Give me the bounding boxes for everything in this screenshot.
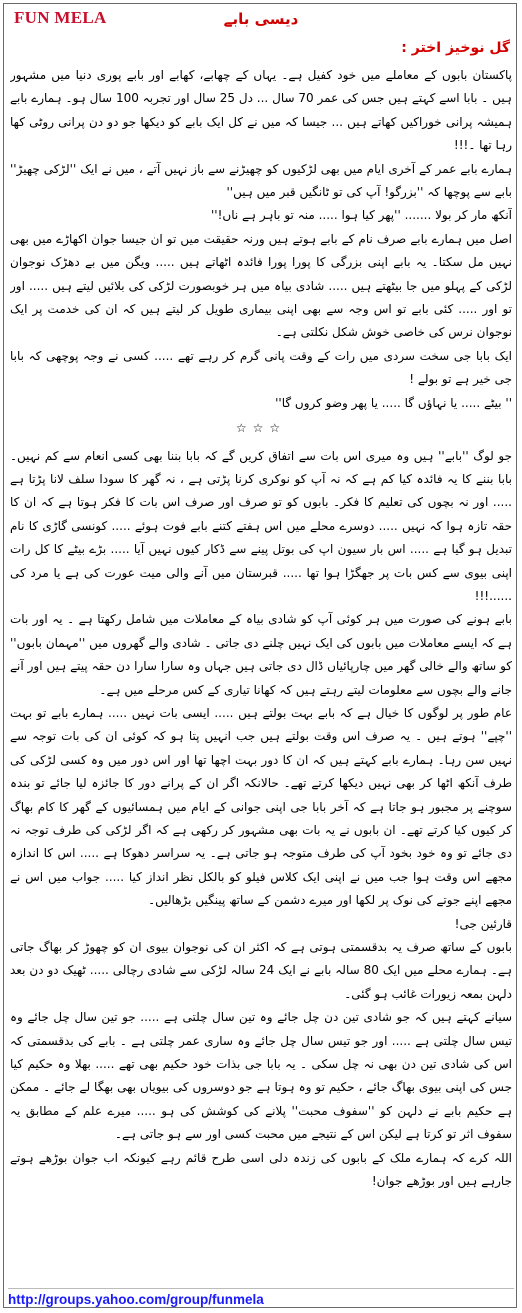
paragraph: سیانے کہتے ہیں کہ جو شادی تین دن چل جائے وہ تین سال چلتی ہے ..... جو تین سال چل جائے وہ تیس سال چلتی ہے ..... اور جو تیس سال چل جائے وہ ساری عمر چلتی ہے ۔ بابے کی بدقسمتی کہ اس کی شادی تین دن بھی نہ چل سکی ۔ یہ بابا جی بذات خود حکیم بھی تھے ..... بھلا وہ حکیم کیا جس کی اپنی بیوی بھاگ جائے ، حکیم تو وہ ہوتا ہے جو دوسروں کی بیویاں بھی بھگا لے جائے ۔ ممکن ہے حکیم بابے نے دلہن کو ''سفوف محبت'' پلانے کی کوشش کی ہو ..... میرے علم کے مطابق یہ سفوف اثر تو کرتا ہے لیکن اس کے نتیجے میں محبت کسی اور سے ہو جاتی ہے۔	[10, 1010, 512, 1142]
paragraph: ایک بابا جی سخت سردی میں رات کے وقت پانی گرم کر رہے تھے ..... کسی نے وجہ پوچھی کہ بابا جی خیر ہے تو بولے !	[10, 348, 512, 387]
footer-group-link[interactable]: http://groups.yahoo.com/group/funmela	[8, 1292, 264, 1307]
paragraph: آنکھ مار کر بولا ....... ''پھر کیا ہوا ..... منہ تو باہر ہے ناں!''	[210, 208, 512, 223]
paragraph: ہمارے بابے عمر کے آخری ایام میں بھی لڑکیوں کو چھیڑنے سے باز نہیں آتے ، میں نے ایک ''لڑکی چھیڑ'' بابے سے پوچھا کہ ''بزرگو! آپ کی تو ٹانگیں قبر میں ہیں''	[10, 161, 512, 200]
paragraph: پاکستان بابوں کے معاملے میں خود کفیل ہے۔ یہاں کے چھابے، کھابے اور بابے پوری دنیا میں مشہور ہیں ۔ بابا اسے کہتے ہیں جس کی عمر 70 سال ... دل 25 سال اور تجربہ 100 سال ہو۔ ہمارے بابے ہمیشہ پرانی خوراکیں کھاتے ہیں ... جیسا کہ میں نے کل ایک بابے کو دیکھا جو دو دن پرانی روٹی کھا رہا تھا ۔!!!	[10, 68, 512, 153]
paragraph: بابے ہونے کی صورت میں ہر کوئی آپ کو شادی بیاہ کے معاملات میں شامل رکھتا ہے ۔ یہ اور بات ہے کہ ایسے معاملات میں بابوں کی ایک نہیں چلنے دی جاتی ۔ شادی والے گھروں میں ''مہمان بابوں'' کو ساتھ والے خالی گھر میں چارپائیاں ڈال دی جاتی ہیں جہاں وہ سارا سارا دن حقہ پیتے ہیں اور آنے جانے والے بچوں سے معلومات لیتے رہتے ہیں کہ کھانا تیاری کے کس مرحلے میں ہے۔	[10, 612, 512, 697]
paragraph: جو لوگ ''بابے'' ہیں وہ میری اس بات سے اتفاق کریں گے کہ بابا بننا بھی کسی انعام سے کم نہیں۔ بابا بننے کا یہ فائدہ کیا کم ہے کہ نہ آپ کو نوکری کرنا پڑتی ہے ، نہ گھر کا سودا سلف لانا پڑتا ہے ..... اور نہ بچوں کی تعلیم کا فکر۔ بابوں کو تو صرف اور صرف اس بات کا فکر ہوتا ہے کہ ان کا حقہ تازہ ہوا کہ نہیں ..... دوسرے محلے میں اس ہفتے کتنے بابے فوت ہوئے ..... کونسی گاڑی کا نام تبدیل ہو گیا ہے ..... اس بار سیون اپ کی بوتل پینے سے ڈکار کیوں نہیں آیا ..... بڑے بیٹے کا کل رات اپنی بیوی سے کس بات پر جھگڑا ہوا تھا ..... قبرستان میں آنے والی میت عورت کی ہے یا مرد کی ......!!!	[10, 448, 512, 603]
article-title: دیسی بابے	[223, 10, 299, 28]
paragraph: قارئین جی!	[454, 916, 512, 931]
paragraph: '' بیٹے ..... یا نہاؤں گا ..... یا پھر وضو کروں گا''	[275, 395, 512, 410]
brand-logo: FUN MELA	[14, 8, 107, 27]
paragraph: اصل میں ہمارے بابے صرف نام کے بابے ہوتے ہیں ورنہ حقیقت میں تو ان جیسا جوان اکھاڑے میں بھی نہیں مل سکتا۔ یہ بابے اپنی بزرگی کا پورا پورا فائدہ اٹھاتے ہیں ..... ویگن میں بے دھڑک نوجوان لڑکی کے پہلو میں جا بیٹھتے ہیں ..... شادی بیاہ میں ہر خوبصورت لڑکی کی بلائیں لیتے ہیں ..... اور تو اور ..... کئی بابے تو اس وجہ سے بھی اپنی بیماری طویل کر لیتے ہیں کہ ان کی خدمت پر ایک نوجوان نرس کی خاصی خوش شکل نکلتی ہے۔	[10, 231, 512, 340]
paragraph: بابوں کے ساتھ صرف یہ بدقسمتی ہوتی ہے کہ اکثر ان کی نوجوان بیوی ان کو چھوڑ کر بھاگ جاتی ہے۔ ہمارے محلے میں ایک 80 سالہ بابے نے ایک 24 سالہ لڑکی سے شادی رچالی ..... ٹھیک دو دن بعد دلہن بمعہ زیورات غائب ہو گئی۔	[10, 940, 512, 1001]
article-body	[10, 64, 512, 1274]
paragraph: عام طور پر لوگوں کا خیال ہے کہ بابے بہت بولتے ہیں ..... ایسی بات نہیں ..... ہمارے بابے تو بہت ''چپے'' ہوتے ہیں ۔ یہ صرف اس وقت بولتے ہیں جب انہیں پتا ہو کہ کوئی ان کی بات توجہ سے نہیں سن رہا۔ ہمارے بابے کہتے ہیں کہ ان کا دور بہت اچھا تھا اور اس دور میں وہ کسی لڑکی کی طرف آنکھ اٹھا کر بھی نہیں دیکھا کرتے تھے۔ حالانکہ اگر ان کے پرانے دور کا جائزہ لیا جائے تو بندہ سوچنے پر مجبور ہو جاتا ہے کہ آخر بابا جی اپنی جوانی کے ایام میں ہمسائیوں کے گھر کا کام بھاگ کر کیوں کیا کرتے تھے۔ ان بابوں نے یہ بات بھی مشہور کر رکھی ہے کہ اگر لڑکی کی طرف توجہ نہ دی جائے تو وہ خود بخود آپ کی طرف متوجہ ہو جاتی ہے۔ یہ سراسر دھوکا ہے ..... اس کا اندازہ مجھے اس وقت ہوا جب میں نے اپنی ایک کلاس فیلو کو بالکل نظر انداز کیا ..... جواب میں اس نے مجھے اپنے جوتے کی نوک پر لکھا اور میرے دشمن کے ساتھ پینگیں بڑھالیں۔	[10, 705, 512, 908]
author-byline: گل نوخیز اختر :	[401, 40, 510, 56]
paragraph: اللہ کرے کہ ہمارے ملک کے بابوں کی زندہ دلی اسی طرح قائم رہے کیونکہ اب جوان بوڑھے ہوتے جارہے ہیں اور بوڑھے جوان!	[10, 1150, 512, 1189]
footer-divider	[8, 1288, 514, 1289]
section-divider-stars: ☆☆☆	[235, 421, 287, 436]
